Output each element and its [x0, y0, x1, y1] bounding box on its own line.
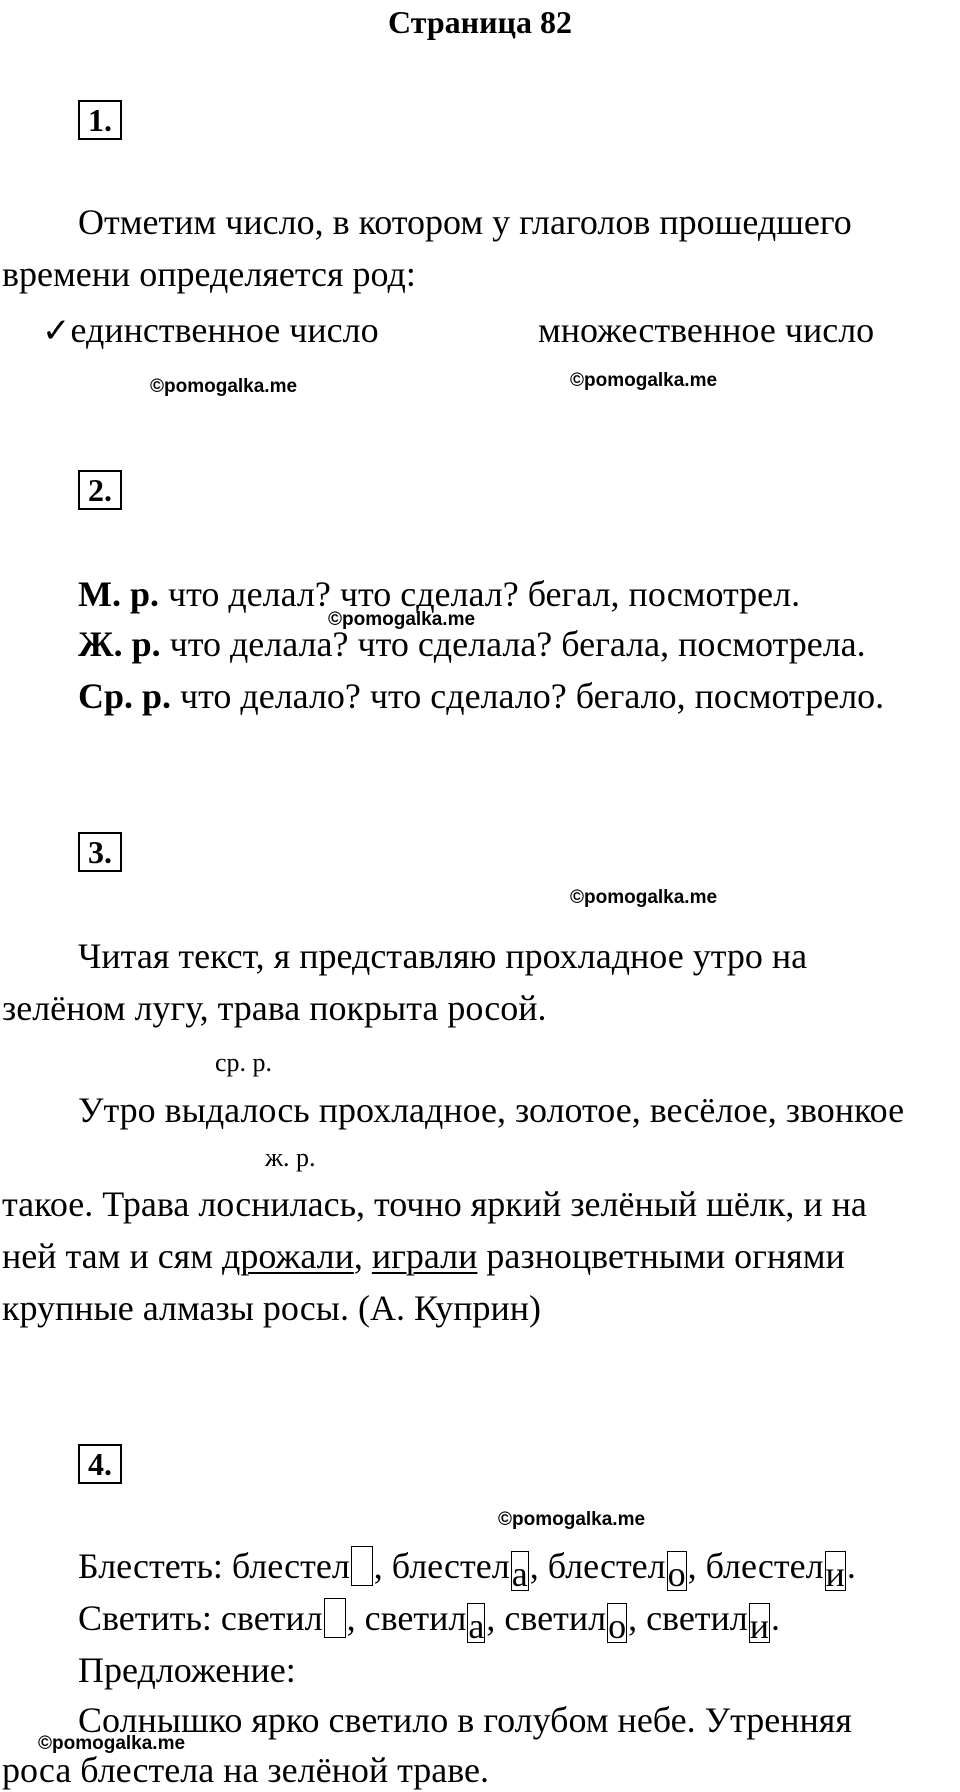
ex1-option-plural: множественное число [538, 310, 875, 350]
text-segment: Блестеть: блестел [78, 1546, 350, 1586]
ending-box [324, 1598, 346, 1638]
ex1-option-singular [42, 308, 379, 353]
text-segment: разноцветными огнями [477, 1236, 845, 1276]
checkmark-icon: ✓ [42, 311, 71, 351]
ex1-line-2: времени определяется род: [2, 254, 416, 294]
underlined-verb: дрожали [222, 1236, 354, 1276]
ending-box: о [667, 1551, 687, 1591]
ending-box: а [467, 1603, 485, 1643]
ex2-row-feminine [78, 622, 866, 666]
gender-label: М. р. [78, 574, 159, 614]
exercise-4-number: 4. [78, 1444, 122, 1484]
exercise-3-number: 3. [78, 832, 122, 872]
ending-box [351, 1546, 373, 1586]
ex4-sentence-label: Предложение: [78, 1650, 296, 1690]
watermark: ©pomogalka.me [498, 1509, 646, 1530]
ex3-line-2: зелёном лугу, трава покрыта росой. [2, 988, 547, 1028]
text-segment: ней там и сям [2, 1236, 223, 1276]
text-segment: , блестел [529, 1546, 666, 1586]
text-segment: , светил [486, 1598, 607, 1638]
ending-box: и [749, 1603, 770, 1643]
text-segment: Светить: светил [78, 1598, 323, 1638]
watermark: ©pomogalka.me [570, 370, 718, 391]
text-segment: , блестел [687, 1546, 824, 1586]
page-title: Страница 82 [388, 4, 572, 40]
watermark: ©pomogalka.me [570, 887, 718, 908]
ex4-sentence-line-2: роса блестела на зелёной траве. [2, 1750, 490, 1790]
text-segment: , блестел [373, 1546, 510, 1586]
ex3-line-6: крупные алмазы росы. (А. Куприн) [2, 1288, 542, 1328]
ex4-row-svetit [78, 1596, 781, 1646]
ex4-sentence-line-1: Солнышко ярко светило в голубом небе. Утренняя [78, 1700, 852, 1740]
ex3-line-1: Читая текст, я представляю прохладное утро на [78, 936, 808, 976]
ex2-row-neuter [78, 674, 884, 718]
ex3-line-4: такое. Трава лоснилась, точно яркий зелёный шёлк, и на [2, 1184, 867, 1224]
gender-label: Ж. р. [78, 624, 161, 664]
row-text: что делало? что сделало? бегало, посмотрело. [171, 676, 885, 716]
row-text: что делал? что сделал? бегал, посмотрел. [159, 574, 801, 614]
ex3-note-neuter: ср. р. [215, 1048, 273, 1077]
row-text: что делала? что сделала? бегала, посмотрела. [160, 624, 866, 664]
gender-label: Ср. р. [78, 676, 172, 716]
text-segment: , светил [628, 1598, 748, 1638]
ending-box: и [825, 1551, 846, 1591]
text-segment: . [771, 1598, 781, 1638]
text-segment: , [353, 1236, 372, 1276]
ending-box: о [607, 1603, 627, 1643]
exercise-1-number: 1. [78, 100, 122, 140]
ex4-row-blestet [78, 1544, 856, 1594]
text-segment: . [846, 1546, 856, 1586]
option-singular-label: единственное число [70, 310, 379, 350]
ex3-line-5 [2, 1234, 845, 1278]
ending-box: а [511, 1551, 529, 1591]
underlined-verb: играли [371, 1236, 478, 1276]
watermark: ©pomogalka.me [150, 376, 298, 397]
ex3-note-feminine: ж. р. [265, 1143, 316, 1172]
watermark: ©pomogalka.me [38, 1733, 186, 1754]
exercise-2-number: 2. [78, 470, 122, 510]
ex3-line-3: Утро выдалось прохладное, золотое, весёлое, звонкое [78, 1090, 905, 1130]
text-segment: , светил [346, 1598, 467, 1638]
ex1-line-1: Отметим число, в котором у глаголов прошедшего [78, 202, 852, 242]
watermark: ©pomogalka.me [328, 609, 476, 630]
